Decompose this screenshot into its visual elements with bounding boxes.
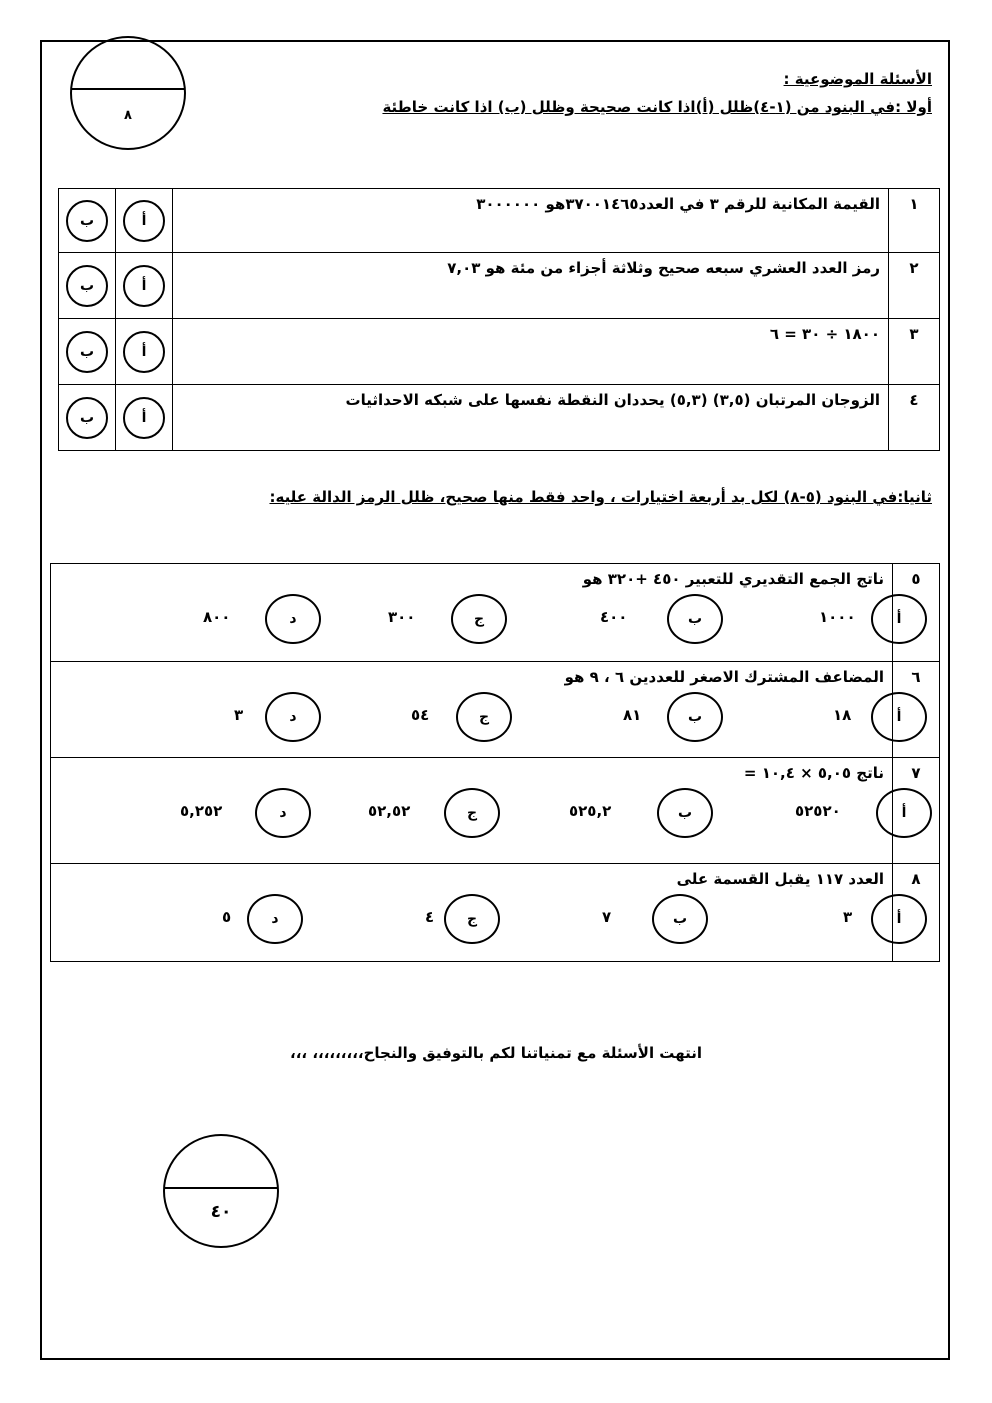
choice-value: ٥٢,٥٢	[368, 802, 411, 820]
choice-bubble[interactable]: ب	[652, 894, 708, 944]
choice-value: ٥,٢٥٢	[180, 802, 223, 820]
options-row	[51, 888, 902, 950]
item-statement: ١٨٠٠ ÷ ٣٠ = ٦	[173, 319, 889, 385]
tf-row	[59, 319, 940, 385]
option-b-cell	[59, 319, 116, 385]
item-number: ٧	[893, 758, 940, 864]
choice-bubble[interactable]: أ	[871, 894, 927, 944]
choice-value: ٧	[602, 908, 612, 926]
closing-message: انتهت الأسئلة مع تمنياتنا لكم بالتوفيق والنجاح،،،،،،،،، ،،،	[290, 1044, 702, 1062]
choice-bubble[interactable]: ب	[657, 788, 713, 838]
score-circle-top	[70, 36, 186, 150]
mc-question-cell	[51, 662, 902, 758]
option-b-cell	[59, 385, 116, 451]
choice-bubble[interactable]: ج	[451, 594, 507, 644]
choice-value: ٥٤	[411, 706, 430, 724]
item-statement: الزوجان المرتبان (٣,٥) (٥,٣) يحددان النقطة نفسها على شبكه الاحداثيات	[173, 385, 889, 451]
choice-bubble[interactable]: ج	[444, 788, 500, 838]
score-divider	[165, 1187, 277, 1189]
choice-value: ١٠٠٠	[819, 608, 856, 626]
section-title: الأسئلة الموضوعية :	[783, 70, 932, 88]
choice-value: ٤٠٠	[600, 608, 628, 626]
choice-bubble[interactable]: ب	[667, 594, 723, 644]
choice-value: ٤	[425, 908, 435, 926]
choice-bubble[interactable]: ج	[444, 894, 500, 944]
mc-row	[51, 662, 940, 758]
section2-instructions: ثانيا:في البنود (٥-٨) لكل بد أربعة اختيارات ، واحد فقط منها صحيح، ظلل الرمز الدالة عليه:	[269, 488, 932, 506]
choice-bubble[interactable]: أ	[871, 692, 927, 742]
section1-instructions: أولا :في البنود من (١-٤)ظلل (أ)اذا كانت صحيحة وظلل (ب) اذا كانت خاطئة	[382, 98, 932, 116]
choice-bubble[interactable]: أ	[871, 594, 927, 644]
mc-row	[51, 758, 940, 864]
item-statement: رمز العدد العشري سبعه صحيح وثلاثة أجزاء من مئة هو ٧,٠٣	[173, 253, 889, 319]
option-b-bubble[interactable]: ب	[66, 265, 108, 307]
choice-value: ٣	[234, 706, 244, 724]
choice-value: ٥٢٥,٢	[569, 802, 612, 820]
choice-bubble[interactable]: أ	[876, 788, 932, 838]
mc-question-cell	[51, 758, 907, 864]
item-number: ٦	[893, 662, 940, 758]
item-number: ٥	[893, 564, 940, 662]
choice-bubble[interactable]: د	[265, 594, 321, 644]
choice-value: ٣٠٠	[388, 608, 416, 626]
item-question: ناتج الجمع التقديري للتعبير ٤٥٠ +٣٢٠ هو	[582, 570, 884, 588]
item-statement: القيمة المكانية للرقم ٣ في العدد٣٧٠٠١٤٦٥هو ٣٠٠٠٠٠٠	[173, 189, 889, 253]
item-question: ناتج ٥,٠٥ × ١٠,٤ =	[743, 764, 884, 782]
choice-value: ٨١	[623, 706, 642, 724]
option-b-bubble[interactable]: ب	[66, 397, 108, 439]
option-a-bubble[interactable]: أ	[123, 397, 165, 439]
options-row	[51, 588, 902, 650]
item-question: المضاعف المشترك الاصغر للعددين ٦ ، ٩ هو	[564, 668, 884, 686]
multiple-choice-table	[50, 563, 940, 962]
option-a-cell	[116, 253, 173, 319]
score-bottom-value: ٤٠	[210, 1202, 232, 1222]
option-b-cell	[59, 189, 116, 253]
tf-row	[59, 189, 940, 253]
option-b-bubble[interactable]: ب	[66, 200, 108, 242]
choice-value: ٥٢٥٢٠	[795, 802, 841, 820]
choice-value: ٨٠٠	[203, 608, 231, 626]
item-number: ١	[889, 189, 940, 253]
item-number: ٢	[889, 253, 940, 319]
option-a-cell	[116, 189, 173, 253]
option-a-cell	[116, 385, 173, 451]
score-top-value: ٨	[124, 108, 132, 123]
choice-bubble[interactable]: د	[255, 788, 311, 838]
item-number: ٣	[889, 319, 940, 385]
option-a-bubble[interactable]: أ	[123, 200, 165, 242]
mc-question-cell	[51, 864, 902, 962]
options-row	[51, 782, 907, 844]
mc-question-cell	[51, 564, 902, 662]
choice-bubble[interactable]: ب	[667, 692, 723, 742]
score-circle-bottom	[163, 1134, 279, 1248]
choice-bubble[interactable]: ج	[456, 692, 512, 742]
choice-bubble[interactable]: د	[247, 894, 303, 944]
item-question: العدد ١١٧ يقبل القسمة على	[676, 870, 884, 888]
true-false-table	[58, 188, 940, 451]
score-divider	[72, 88, 184, 90]
option-a-bubble[interactable]: أ	[123, 331, 165, 373]
choice-bubble[interactable]: د	[265, 692, 321, 742]
choice-value: ٥	[222, 908, 232, 926]
item-number: ٨	[893, 864, 940, 962]
tf-row	[59, 385, 940, 451]
item-number: ٤	[889, 385, 940, 451]
tf-row	[59, 253, 940, 319]
option-a-bubble[interactable]: أ	[123, 265, 165, 307]
mc-row	[51, 564, 940, 662]
choice-value: ١٨	[833, 706, 852, 724]
mc-row	[51, 864, 940, 962]
options-row	[51, 686, 902, 748]
choice-value: ٣	[843, 908, 853, 926]
option-b-bubble[interactable]: ب	[66, 331, 108, 373]
option-a-cell	[116, 319, 173, 385]
option-b-cell	[59, 253, 116, 319]
